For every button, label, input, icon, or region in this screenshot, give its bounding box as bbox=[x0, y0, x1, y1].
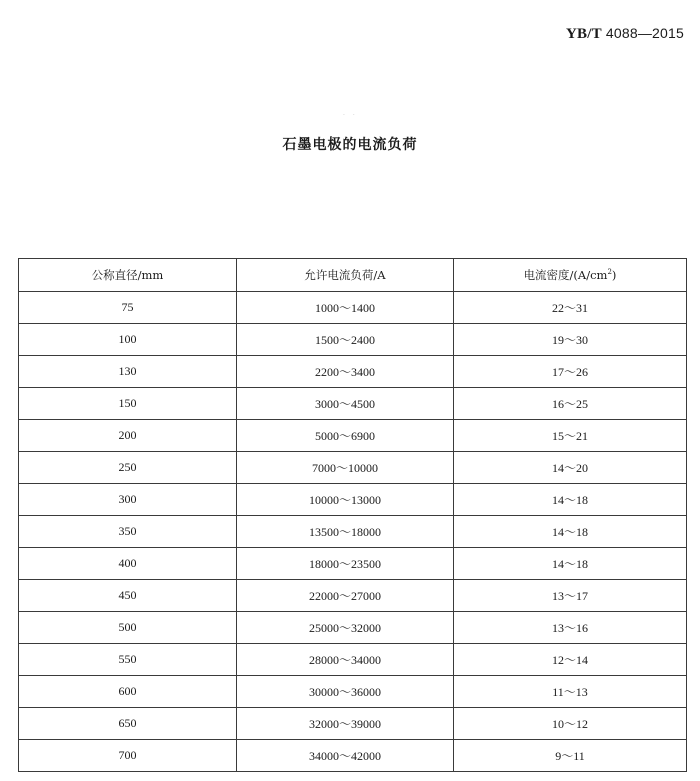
cell-diameter: 450 bbox=[19, 580, 237, 612]
cell-diameter: 100 bbox=[19, 324, 237, 356]
cell-current-load: 3000～4500 bbox=[237, 388, 454, 420]
cell-current-density: 14～20 bbox=[454, 452, 687, 484]
cell-diameter: 400 bbox=[19, 548, 237, 580]
cell-current-density: 11～13 bbox=[454, 676, 687, 708]
table-row bbox=[19, 292, 687, 324]
cell-current-density: 14～18 bbox=[454, 516, 687, 548]
cell-current-load: 28000～34000 bbox=[237, 644, 454, 676]
column-header-diameter: 公称直径/mm bbox=[19, 259, 237, 292]
cell-current-density: 14～18 bbox=[454, 484, 687, 516]
cell-current-load: 18000～23500 bbox=[237, 548, 454, 580]
table-row bbox=[19, 516, 687, 548]
cell-diameter: 300 bbox=[19, 484, 237, 516]
cell-diameter: 200 bbox=[19, 420, 237, 452]
cell-current-load: 30000～36000 bbox=[237, 676, 454, 708]
table-row bbox=[19, 548, 687, 580]
cell-current-load: 22000～27000 bbox=[237, 580, 454, 612]
current-load-table bbox=[18, 258, 687, 772]
cell-diameter: 130 bbox=[19, 356, 237, 388]
table-row bbox=[19, 420, 687, 452]
cell-diameter: 250 bbox=[19, 452, 237, 484]
cell-diameter: 75 bbox=[19, 292, 237, 324]
cell-current-load: 1000～1400 bbox=[237, 292, 454, 324]
cell-diameter: 350 bbox=[19, 516, 237, 548]
column-header-current-load: 允许电流负荷/A bbox=[237, 259, 454, 292]
table-header-row bbox=[19, 259, 687, 292]
table-row bbox=[19, 740, 687, 772]
cell-current-load: 25000～32000 bbox=[237, 612, 454, 644]
standard-prefix: YB/T bbox=[566, 26, 602, 42]
cell-current-density: 13～16 bbox=[454, 612, 687, 644]
cell-current-density: 12～14 bbox=[454, 644, 687, 676]
table-row bbox=[19, 644, 687, 676]
cell-diameter: 700 bbox=[19, 740, 237, 772]
column-header-current-density: 电流密度$/(A/cm^2)$ bbox=[454, 259, 687, 292]
cell-current-load: 32000～39000 bbox=[237, 708, 454, 740]
cell-current-load: 2200～3400 bbox=[237, 356, 454, 388]
cell-current-density: 9～11 bbox=[454, 740, 687, 772]
cell-current-load: 1500～2400 bbox=[237, 324, 454, 356]
cell-current-load: 7000～10000 bbox=[237, 452, 454, 484]
cell-current-density: 16～25 bbox=[454, 388, 687, 420]
cell-diameter: 550 bbox=[19, 644, 237, 676]
scan-artifact: · · bbox=[343, 112, 358, 119]
table-row bbox=[19, 356, 687, 388]
table-row bbox=[19, 484, 687, 516]
cell-current-density: 17～26 bbox=[454, 356, 687, 388]
cell-diameter: 500 bbox=[19, 612, 237, 644]
table-row bbox=[19, 452, 687, 484]
cell-current-density: 15～21 bbox=[454, 420, 687, 452]
standard-code bbox=[566, 25, 684, 43]
standard-number: 4088—2015 bbox=[605, 25, 684, 41]
cell-current-density: 13～17 bbox=[454, 580, 687, 612]
cell-current-density: 14～18 bbox=[454, 548, 687, 580]
cell-current-density: 22～31 bbox=[454, 292, 687, 324]
cell-diameter: 150 bbox=[19, 388, 237, 420]
table-row bbox=[19, 580, 687, 612]
cell-diameter: 650 bbox=[19, 708, 237, 740]
cell-current-load: 13500～18000 bbox=[237, 516, 454, 548]
cell-current-load: 5000～6900 bbox=[237, 420, 454, 452]
table-row bbox=[19, 676, 687, 708]
table-row bbox=[19, 612, 687, 644]
cell-current-load: 34000～42000 bbox=[237, 740, 454, 772]
table-row bbox=[19, 388, 687, 420]
cell-diameter: 600 bbox=[19, 676, 237, 708]
page-title: 石墨电极的电流负荷 bbox=[282, 137, 418, 153]
table-row bbox=[19, 324, 687, 356]
table-row bbox=[19, 708, 687, 740]
cell-current-density: 19～30 bbox=[454, 324, 687, 356]
table-body bbox=[19, 292, 687, 772]
cell-current-load: 10000～13000 bbox=[237, 484, 454, 516]
cell-current-density: 10～12 bbox=[454, 708, 687, 740]
